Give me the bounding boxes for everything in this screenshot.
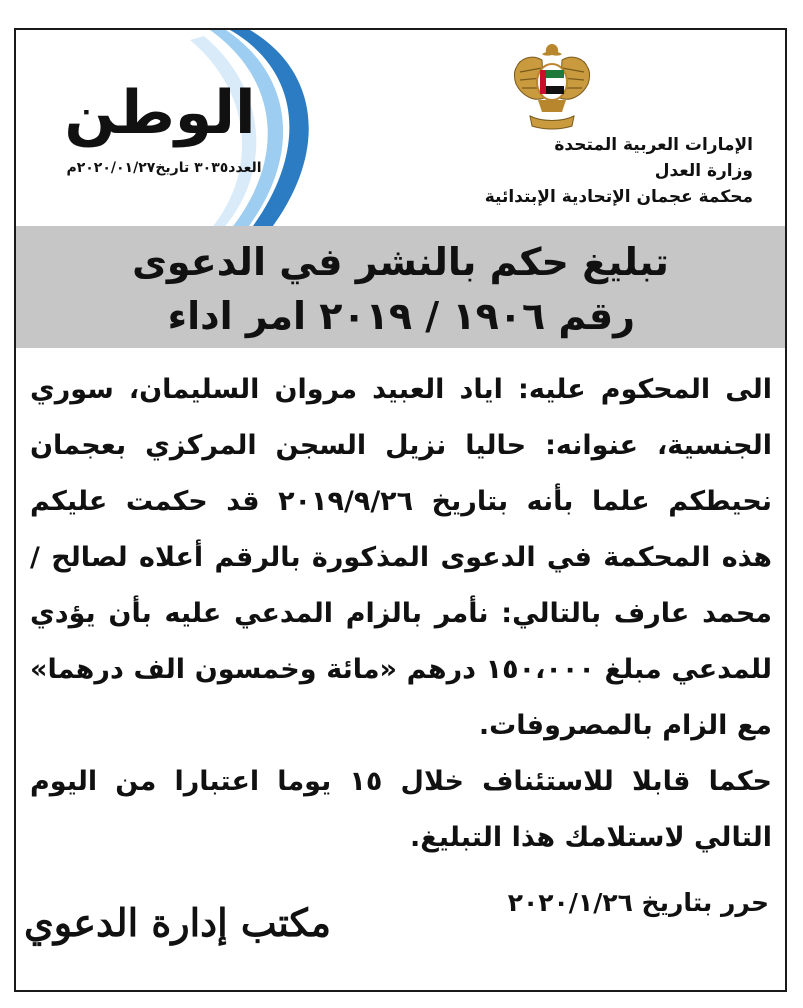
court-name: محكمة عجمان الإتحادية الإبتدائية — [484, 187, 753, 207]
issued-date: حرر بتاريخ ٢٠٢٠/١/٢٦ — [507, 888, 769, 917]
notice-title: تبليغ حكم بالنشر في الدعوى — [132, 240, 669, 284]
country-name: الإمارات العربية المتحدة — [554, 135, 753, 155]
title-band — [16, 226, 785, 348]
court-header — [373, 132, 753, 210]
body-line: نحيطكم علما بأنه بتاريخ ٢٠١٩/٩/٢٦ قد حكمت عليكم — [30, 486, 772, 517]
uae-emblem-icon — [508, 38, 596, 134]
body-line: للمدعي مبلغ ١٥٠،٠٠٠ درهم «مائة وخمسون الف درهما» — [30, 654, 772, 685]
ministry-name: وزارة العدل — [654, 161, 753, 181]
newspaper-logo: الوطن — [64, 78, 256, 148]
body-line: حكما قابلا للاستئناف خلال ١٥ يوما اعتبارا من اليوم — [30, 766, 772, 797]
body-line: التالي لاستلامك هذا التبليغ. — [410, 822, 772, 853]
case-number: رقم ١٩٠٦ / ٢٠١٩ امر اداء — [167, 294, 635, 338]
newspaper-issue: العدد٣٠٣٥ تاريخ٢٠٢٠/٠١/٢٧م — [66, 160, 262, 176]
body-line: الجنسية، عنوانه: حاليا نزيل السجن المركزي بعجمان — [30, 430, 772, 461]
body-line: محمد عارف بالتالي: نأمر بالزام المدعي عليه بأن يؤدي — [30, 598, 772, 629]
body-line: مع الزام بالمصروفات. — [478, 710, 772, 741]
notice-body — [30, 362, 772, 866]
body-line: هذه المحكمة في الدعوى المذكورة بالرقم أعلاه لصالح / — [30, 542, 772, 573]
signature-office: مكتب إدارة الدعوي — [24, 900, 332, 945]
body-line: الى المحكوم عليه: اياد العبيد مروان السليمان، سوري — [30, 374, 772, 405]
